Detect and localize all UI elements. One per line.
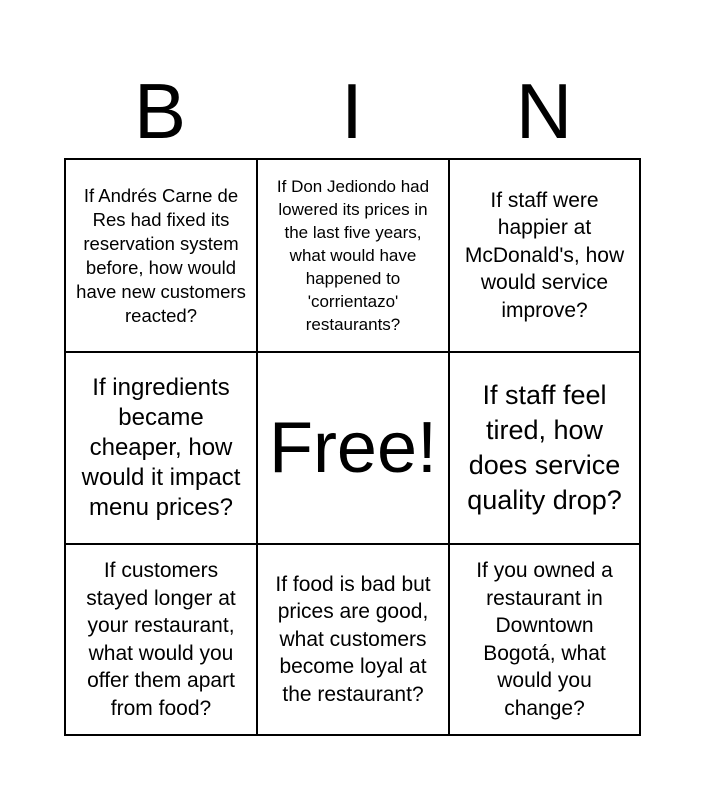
bingo-cell-text: If Andrés Carne de Res had fixed its reservation system before, how would have new customers reacted? — [76, 184, 246, 326]
bingo-cell[interactable] — [450, 353, 639, 545]
bingo-cell[interactable] — [66, 160, 258, 353]
bingo-cell[interactable] — [450, 545, 639, 734]
bingo-cell-text: If food is bad but prices are good, what customers become loyal at the restaurant? — [275, 572, 431, 706]
bingo-cell-text: If ingredients became cheaper, how would it impact menu prices? — [81, 374, 241, 521]
bingo-cell[interactable] — [258, 545, 450, 734]
bingo-board — [64, 158, 641, 736]
header-letter-n: N — [515, 67, 573, 155]
header-letter-i: I — [341, 67, 363, 155]
free-space-cell[interactable] — [258, 353, 450, 545]
bingo-cell-text: If customers stayed longer at your restaurant, what would you offer them apart from food? — [86, 559, 236, 720]
header-letter-b: B — [133, 67, 187, 155]
bingo-cell-text: If you owned a restaurant in Downtown Bogotá, what would you change? — [476, 559, 613, 720]
bingo-cell-text: If staff were happier at McDonald's, how would service improve? — [464, 188, 625, 322]
bingo-cell-text: If Don Jediondo had lowered its prices in the last five years, what would have happened to 'corrientazo' restaurants? — [276, 177, 430, 334]
bingo-cell[interactable] — [66, 353, 258, 545]
bingo-cell[interactable] — [66, 545, 258, 734]
bingo-cell-text: If staff feel tired, how does service quality drop? — [467, 380, 622, 515]
bingo-cell[interactable] — [450, 160, 639, 353]
free-space-text: Free! — [268, 408, 438, 488]
bingo-cell[interactable] — [258, 160, 450, 353]
